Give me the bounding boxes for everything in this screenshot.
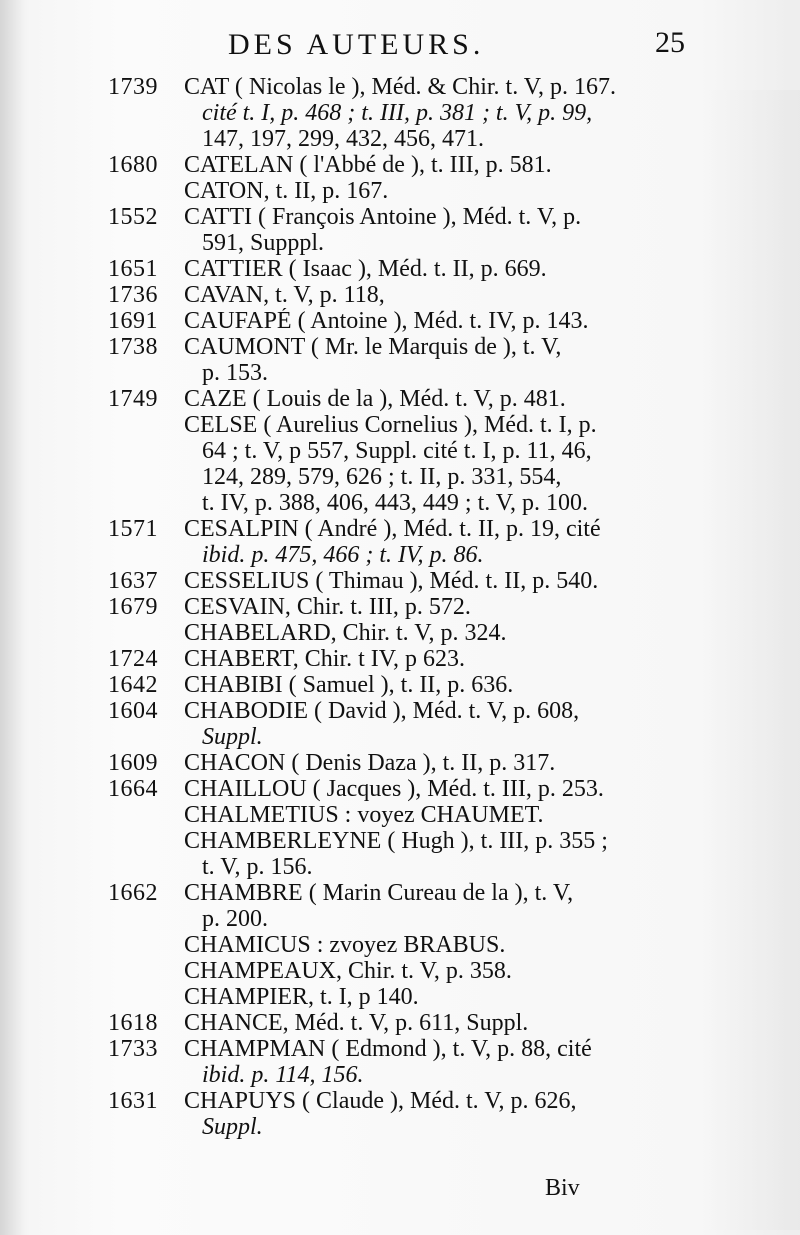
entry-year: 1552 <box>108 204 158 230</box>
page-edge-shadow <box>0 0 24 1235</box>
entry-line: CATELAN ( l'Abbé de ), t. III, p. 581. <box>184 152 552 178</box>
entry-line: t. V, p. 156. <box>202 854 313 880</box>
entry-year: 1604 <box>108 698 158 724</box>
entry-year: 1679 <box>108 594 158 620</box>
entry-line: p. 200. <box>202 906 268 932</box>
entry-year: 1736 <box>108 282 158 308</box>
entry-line: ibid. p. 114, 156. <box>202 1062 364 1088</box>
index-entry <box>108 516 698 568</box>
index-entry <box>108 594 698 646</box>
entry-line: CHABERT, Chir. t IV, p 623. <box>184 646 466 672</box>
author-index-list <box>108 74 698 1140</box>
index-entry <box>108 74 698 152</box>
entry-year: 1664 <box>108 776 158 802</box>
index-entry <box>108 698 698 750</box>
index-entry <box>108 308 698 334</box>
entry-line: CAT ( Nicolas le ), Méd. & Chir. t. V, p. 167. <box>184 74 616 100</box>
entry-year: 1618 <box>108 1010 158 1036</box>
entry-line: CAVAN, t. V, p. 118, <box>184 282 385 308</box>
entry-line: CHACON ( Denis Daza ), t. II, p. 317. <box>184 750 556 776</box>
entry-year: 1739 <box>108 74 158 100</box>
entry-line: CHABELARD, Chir. t. V, p. 324. <box>184 620 507 646</box>
entry-line: CHAMBRE ( Marin Cureau de la ), t. V, <box>184 880 574 906</box>
signature-mark: Biv <box>545 1175 580 1201</box>
entry-line: CATTIER ( Isaac ), Méd. t. II, p. 669. <box>184 256 547 282</box>
entry-line: CATTI ( François Antoine ), Méd. t. V, p. <box>184 204 582 230</box>
entry-line: CAUMONT ( Mr. le Marquis de ), t. V, <box>184 334 562 360</box>
entry-year: 1691 <box>108 308 158 334</box>
entry-year: 1642 <box>108 672 158 698</box>
entry-year: 1571 <box>108 516 158 542</box>
entry-year: 1637 <box>108 568 158 594</box>
index-entry <box>108 1036 698 1088</box>
index-entry <box>108 776 698 880</box>
entry-line: CHABODIE ( David ), Méd. t. V, p. 608, <box>184 698 580 724</box>
show-through-area <box>698 90 800 1230</box>
entry-line: CHAMICUS : zvoyez BRABUS. <box>184 932 506 958</box>
entry-line: CAZE ( Louis de la ), Méd. t. V, p. 481. <box>184 386 566 412</box>
entry-year: 1662 <box>108 880 158 906</box>
page-number: 25 <box>655 26 685 59</box>
entry-line: CHABIBI ( Samuel ), t. II, p. 636. <box>184 672 514 698</box>
entry-year: 1680 <box>108 152 158 178</box>
entry-line: Suppl. <box>202 1114 263 1140</box>
index-entry <box>108 1088 698 1140</box>
page-header <box>0 26 800 72</box>
entry-line: CHAMPMAN ( Edmond ), t. V, p. 88, cité <box>184 1036 592 1062</box>
entry-line: CATON, t. II, p. 167. <box>184 178 389 204</box>
entry-line: CAUFAPÉ ( Antoine ), Méd. t. IV, p. 143. <box>184 308 589 334</box>
entry-line: ibid. p. 475, 466 ; t. IV, p. 86. <box>202 542 484 568</box>
index-entry <box>108 152 698 204</box>
entry-line: CESVAIN, Chir. t. III, p. 572. <box>184 594 471 620</box>
entry-line: CESALPIN ( André ), Méd. t. II, p. 19, cité <box>184 516 601 542</box>
index-entry <box>108 334 698 386</box>
entry-line: CHAPUYS ( Claude ), Méd. t. V, p. 626, <box>184 1088 577 1114</box>
index-entry <box>108 672 698 698</box>
index-entry <box>108 386 698 516</box>
entry-line: CHAMBERLEYNE ( Hugh ), t. III, p. 355 ; <box>184 828 608 854</box>
entry-line: 591, Supppl. <box>202 230 325 256</box>
entry-line: cité t. I, p. 468 ; t. III, p. 381 ; t. V, p. 99, <box>202 100 593 126</box>
index-entry <box>108 1010 698 1036</box>
entry-line: CHALMETIUS : voyez CHAUMET. <box>184 802 544 828</box>
entry-year: 1733 <box>108 1036 158 1062</box>
index-entry <box>108 568 698 594</box>
entry-line: CHAMPIER, t. I, p 140. <box>184 984 419 1010</box>
entry-line: CHANCE, Méd. t. V, p. 611, Suppl. <box>184 1010 529 1036</box>
entry-line: CELSE ( Aurelius Cornelius ), Méd. t. I, p. <box>184 412 597 438</box>
entry-year: 1609 <box>108 750 158 776</box>
entry-line: 147, 197, 299, 432, 456, 471. <box>202 126 484 152</box>
entry-year: 1749 <box>108 386 158 412</box>
entry-line: t. IV, p. 388, 406, 443, 449 ; t. V, p. 100. <box>202 490 589 516</box>
entry-line: CHAMPEAUX, Chir. t. V, p. 358. <box>184 958 512 984</box>
entry-line: p. 153. <box>202 360 268 386</box>
entry-year: 1724 <box>108 646 158 672</box>
entry-year: 1651 <box>108 256 158 282</box>
index-entry <box>108 750 698 776</box>
entry-line: 124, 289, 579, 626 ; t. II, p. 331, 554, <box>202 464 562 490</box>
index-entry <box>108 204 698 256</box>
entry-line: Suppl. <box>202 724 263 750</box>
entry-year: 1631 <box>108 1088 158 1114</box>
index-entry <box>108 256 698 282</box>
entry-line: CHAILLOU ( Jacques ), Méd. t. III, p. 253. <box>184 776 604 802</box>
entry-line: CESSELIUS ( Thimau ), Méd. t. II, p. 540. <box>184 568 599 594</box>
index-entry <box>108 880 698 1010</box>
entry-year: 1738 <box>108 334 158 360</box>
index-entry <box>108 282 698 308</box>
index-entry <box>108 646 698 672</box>
running-head: DES AUTEURS. <box>228 28 485 61</box>
entry-line: 64 ; t. V, p 557, Suppl. cité t. I, p. 11, 46, <box>202 438 592 464</box>
